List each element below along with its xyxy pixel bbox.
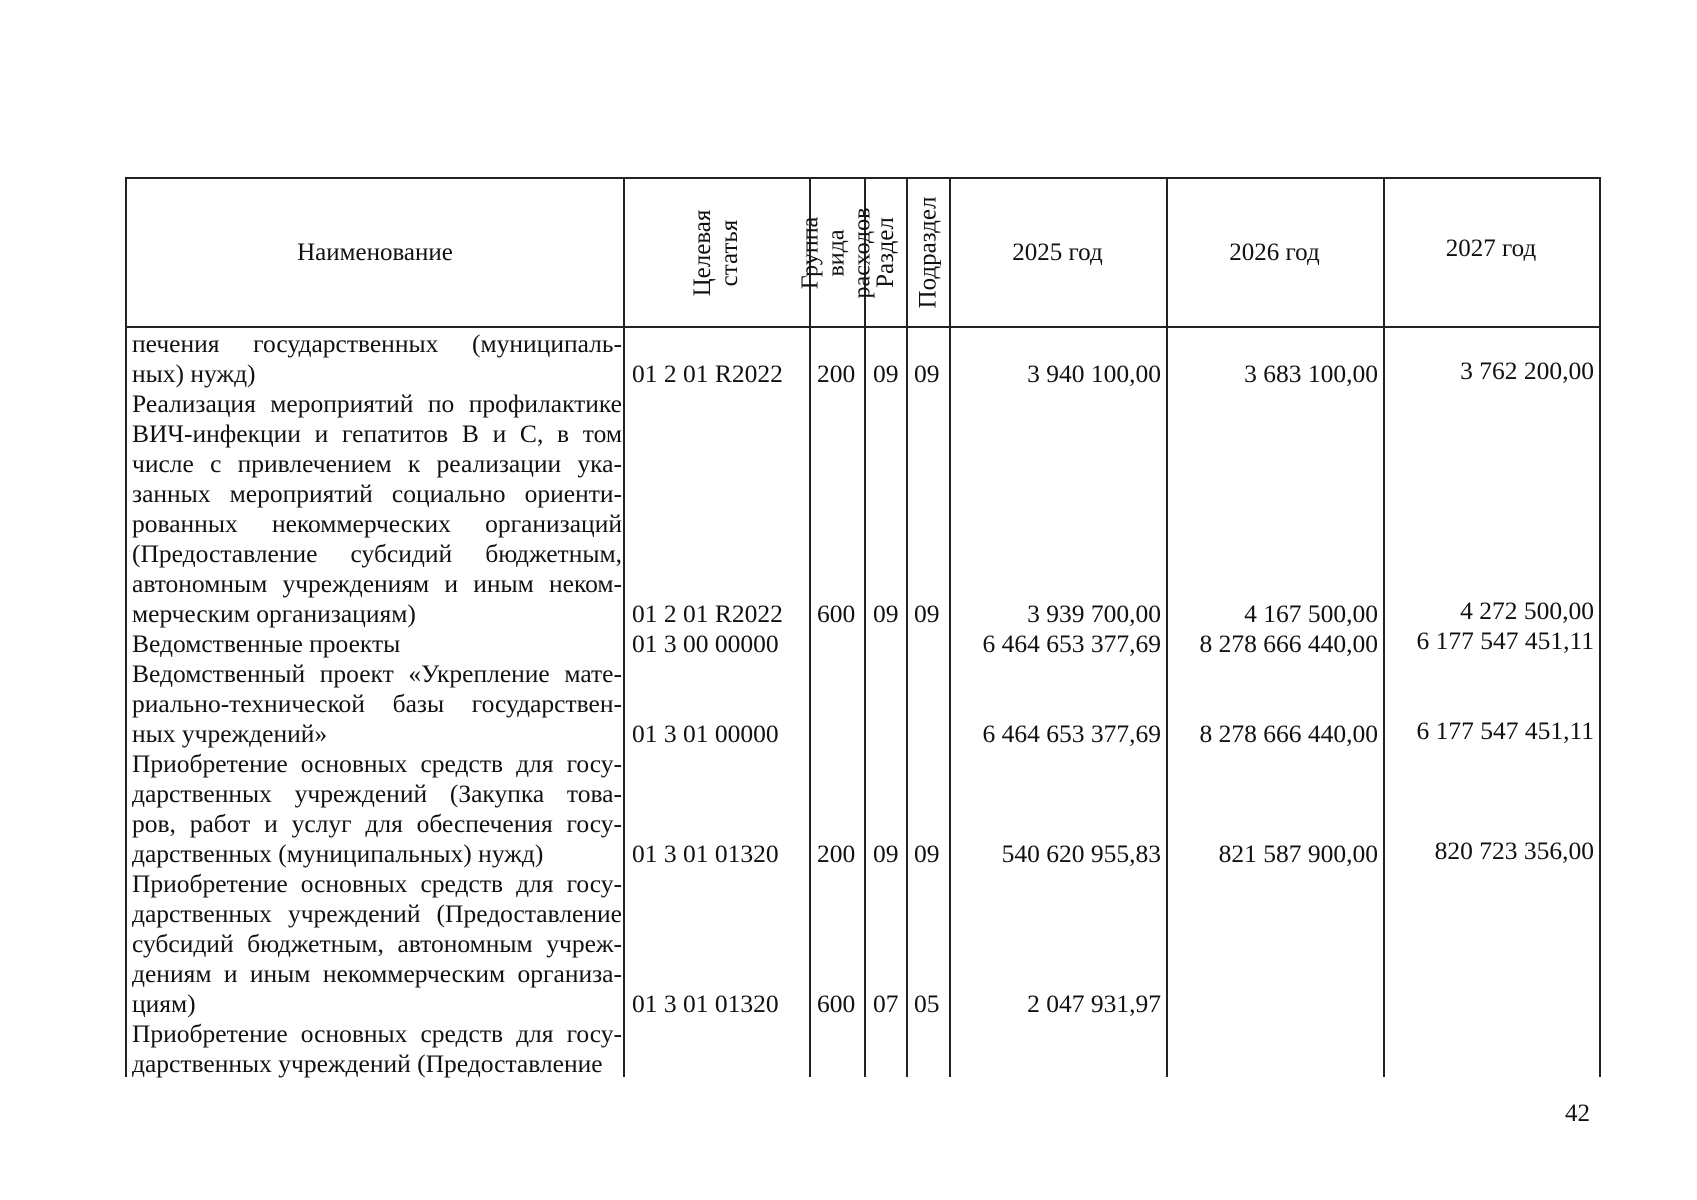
amount-2027-cell: 820 723 356,00 <box>1434 836 1594 865</box>
amount-2025-cell: 3 940 100,00 <box>1027 359 1161 388</box>
header-expense-group: Группа вида расходов <box>797 207 876 298</box>
row-name-line: Приобретение основных средств для госу- <box>132 869 622 898</box>
subsection-cell: 09 <box>914 599 940 628</box>
amount-2027-cell: 6 177 547 451,11 <box>1416 716 1594 745</box>
row-name-line: дарственных учреждений (Предоставление <box>132 899 622 928</box>
header-target-article: Целевая статья <box>689 209 743 296</box>
section-cell: 07 <box>873 989 899 1018</box>
row-name-line: ных) нужд) <box>132 359 256 388</box>
subsection-cell: 09 <box>914 839 940 868</box>
row-name-line: мерческим организациям) <box>132 599 416 628</box>
row-name-line: субсидий бюджетным, автономным учреж- <box>132 929 622 958</box>
amount-2026-cell: 8 278 666 440,00 <box>1199 719 1378 748</box>
expense-group-cell: 200 <box>817 359 856 388</box>
header-2027: 2027 год <box>1445 235 1537 262</box>
amount-2026-cell: 3 683 100,00 <box>1244 359 1378 388</box>
row-name-line: рованных некоммерческих организаций <box>132 509 622 538</box>
row-name-line: дениям и иным некоммерческим организа- <box>132 959 622 988</box>
expense-group-cell: 600 <box>817 989 856 1018</box>
header-2026: 2026 год <box>1229 238 1320 266</box>
header-2025: 2025 год <box>1012 238 1103 266</box>
row-name-line: риально-технической базы государствен- <box>132 689 622 718</box>
amount-2026-cell: 8 278 666 440,00 <box>1199 629 1378 658</box>
header-divider <box>127 326 1599 328</box>
row-name-line: циям) <box>132 989 196 1018</box>
expense-group-cell: 200 <box>817 839 856 868</box>
amount-2027-cell: 6 177 547 451,11 <box>1416 626 1594 655</box>
amount-2027-cell: 3 762 200,00 <box>1460 356 1594 385</box>
row-name-line: Приобретение основных средств для госу- <box>132 1019 622 1048</box>
subsection-cell: 09 <box>914 359 940 388</box>
row-name-line: Приобретение основных средств для госу- <box>132 749 622 778</box>
section-cell: 09 <box>873 839 899 868</box>
row-name-line: дарственных учреждений (Предоставление <box>132 1049 603 1078</box>
target-article-cell: 01 2 01 R2022 <box>632 359 783 388</box>
row-name <box>132 749 622 869</box>
amount-2026-cell: 821 587 900,00 <box>1218 839 1378 868</box>
amount-2025-cell: 6 464 653 377,69 <box>982 719 1161 748</box>
amount-2025-cell: 540 620 955,83 <box>1001 839 1161 868</box>
row-name <box>132 629 622 659</box>
row-name <box>132 389 622 629</box>
target-article-cell: 01 3 01 01320 <box>632 839 779 868</box>
row-name-line: автономным учреждениям и иным неком- <box>132 569 622 598</box>
target-article-cell: 01 3 00 00000 <box>632 629 779 658</box>
row-name-line: печения государственных (муниципаль- <box>132 329 622 358</box>
amount-2025-cell: 2 047 931,97 <box>1027 989 1161 1018</box>
section-cell: 09 <box>873 599 899 628</box>
amount-2025-cell: 3 939 700,00 <box>1027 599 1161 628</box>
row-name-line: ных учреждений» <box>132 719 328 748</box>
page-number: 42 <box>1565 1100 1590 1127</box>
budget-table <box>125 177 1601 1077</box>
amount-2025-cell: 6 464 653 377,69 <box>982 629 1161 658</box>
amount-2027-cell: 4 272 500,00 <box>1460 596 1594 625</box>
row-name-line: Реализация мероприятий по профилактике <box>132 389 622 418</box>
row-name-line: занных мероприятий социально ориенти- <box>132 479 622 508</box>
section-cell: 09 <box>873 359 899 388</box>
amount-2026-cell: 4 167 500,00 <box>1244 599 1378 628</box>
row-name <box>132 869 622 1019</box>
header-name: Наименование <box>297 238 453 266</box>
subsection-cell: 05 <box>914 989 940 1018</box>
row-name-line: Ведомственные проекты <box>132 629 401 658</box>
row-name-line: дарственных учреждений (Закупка това- <box>132 779 622 808</box>
expense-group-cell: 600 <box>817 599 856 628</box>
row-name-line: ВИЧ-инфекции и гепатитов В и С, в том <box>132 419 622 448</box>
row-name <box>132 659 622 749</box>
target-article-cell: 01 3 01 00000 <box>632 719 779 748</box>
target-article-cell: 01 3 01 01320 <box>632 989 779 1018</box>
row-name <box>132 329 622 389</box>
row-name-line: числе с привлечением к реализации ука- <box>132 449 622 478</box>
row-name-line: Ведомственный проект «Укрепление мате- <box>132 659 622 688</box>
row-name-line: (Предоставление субсидий бюджетным, <box>132 539 622 568</box>
header-section: Раздел <box>871 217 899 288</box>
row-name-line: дарственных (муниципальных) нужд) <box>132 839 544 868</box>
row-name-line: ров, работ и услуг для обеспечения госу- <box>132 809 622 838</box>
target-article-cell: 01 2 01 R2022 <box>632 599 783 628</box>
header-subsection: Подраздел <box>914 196 941 309</box>
row-name <box>132 1019 622 1079</box>
